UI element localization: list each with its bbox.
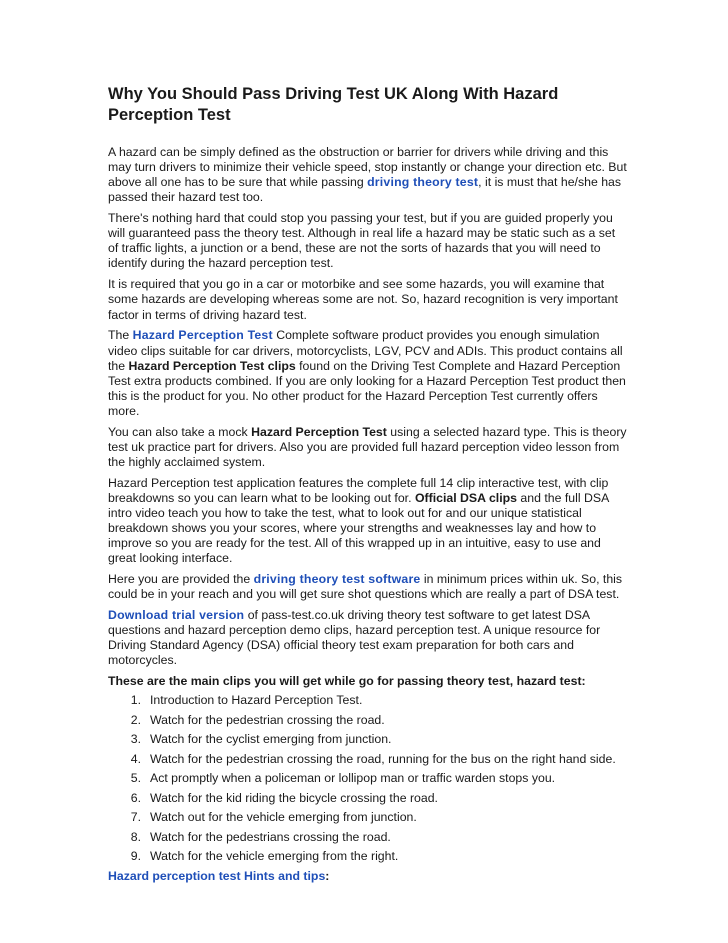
list-text: Watch for the pedestrian crossing the road. — [150, 712, 385, 727]
list-number: 2. — [130, 712, 141, 727]
list-text: Watch out for the vehicle emerging from junction. — [150, 810, 417, 825]
bold-text: Hazard Perception Test clips — [128, 358, 296, 373]
bold-text: Hazard Perception Test — [251, 424, 387, 439]
text: The — [108, 328, 133, 343]
text: in minimum prices within uk. So, this could be in your reach and you will get sure shot questions which are really a part of DSA test. — [108, 572, 623, 602]
list-item — [108, 693, 628, 708]
paragraph-2: There's nothing hard that could stop you passing your test, but if you are guided properly you will guaranteed pass the theory test. Although in real life a hazard may be static such as a set of traffic lights, a junction or a bend, these are not the sorts of hazards that you will need to identify during the hazard perception test. — [108, 211, 616, 271]
document-page — [108, 84, 628, 884]
list-number: 8. — [130, 829, 141, 844]
list-item — [108, 830, 628, 845]
text: You can also take a mock — [108, 424, 252, 439]
list-item — [108, 791, 628, 806]
text: of pass-test.co.uk driving theory test software to get latest DSA questions and hazard perception demo clips, hazard perception test. A unique resource for Driving Standard Agency (DSA) official theory test exam preparation for both cars and motorcycles. — [108, 608, 601, 668]
clips-list — [108, 693, 628, 864]
list-number: 1. — [130, 693, 141, 708]
driving-theory-test-software-link[interactable]: driving theory test software — [253, 572, 421, 587]
list-text: Act promptly when a policeman or lollipop man or traffic warden stops you. — [150, 771, 556, 786]
list-text: Introduction to Hazard Perception Test. — [150, 693, 363, 708]
paragraph-6 — [108, 476, 628, 567]
list-item — [108, 810, 628, 825]
paragraph-4 — [108, 328, 628, 419]
list-number: 5. — [130, 771, 141, 786]
list-item — [108, 732, 628, 747]
bold-text: Official DSA clips — [414, 490, 517, 505]
hazard-perception-test-link[interactable]: Hazard Perception Test — [132, 328, 273, 343]
list-number: 7. — [130, 810, 141, 825]
paragraph-8 — [108, 608, 628, 668]
text: Complete software product provides you enough simulation video clips suitable for car drivers, motorcyclists, LGV, PCV and ADIs. This product contains all the — [108, 328, 623, 373]
list-text: Watch for the cyclist emerging from junction. — [150, 732, 392, 747]
list-item — [108, 849, 628, 864]
list-item — [108, 752, 628, 767]
list-text: Watch for the pedestrians crossing the road. — [150, 829, 391, 844]
list-number: 6. — [130, 790, 141, 805]
page-title: Why You Should Pass Driving Test UK Along With Hazard Perception Test — [108, 85, 559, 124]
text: and the full DSA intro video teach you how to take the test, what to look out for and our unique statistical breakdown shows you your scores, where your strengths and weaknesses lay and how to improve so you are ready for the test. All of this wrapped up in an intuitive, easy to use and great looking interface. — [108, 490, 609, 566]
driving-theory-test-link[interactable]: driving theory test — [367, 175, 479, 190]
text: A hazard can be simply defined as the obstruction or barrier for drivers while driving and this may turn drivers to minimize their vehicle speed, stop instantly or change your direction etc. But above all one has to be sure that while passing — [108, 145, 627, 190]
text: , it is must that he/she has passed their hazard test too. — [108, 175, 622, 205]
paragraph-intro — [108, 145, 628, 205]
list-number: 4. — [130, 751, 141, 766]
list-number: 9. — [130, 849, 141, 864]
list-text: Watch for the kid riding the bicycle crossing the road. — [150, 790, 438, 805]
paragraph-3: It is required that you go in a car or motorbike and see some hazards, you will examine that some hazards are developing whereas some are not. So, hazard recognition is very important factor in terms of driving hazard test. — [108, 277, 618, 322]
list-number: 3. — [130, 732, 141, 747]
download-trial-version-link[interactable]: Download trial version — [108, 608, 245, 623]
text: Hazard Perception test application features the complete full 14 clip interactive test, with clip breakdowns so you can learn what to be looking out for. — [108, 475, 609, 505]
text: found on the Driving Test Complete and Hazard Perception Test extra products combined. If you are only looking for a Hazard Perception Test product then this is the product for you. No other product for the Hazard Perception Test currently offers more. — [108, 358, 626, 418]
paragraph-5 — [108, 425, 628, 470]
hints-suffix: : — [325, 868, 330, 883]
hints-and-tips-link[interactable]: Hazard perception test Hints and tips — [108, 868, 326, 883]
list-text: Watch for the vehicle emerging from the right. — [150, 849, 399, 864]
paragraph-7 — [108, 572, 628, 602]
hints-heading — [108, 869, 628, 884]
list-item — [108, 771, 628, 786]
list-text: Watch for the pedestrian crossing the road, running for the bus on the right hand side. — [150, 751, 616, 766]
text: using a selected hazard type. This is theory test uk practice part for drivers. Also you are provided full hazard perception video lesson from the highly acclaimed system. — [108, 424, 627, 469]
text: Here you are provided the — [108, 572, 254, 587]
list-item — [108, 713, 628, 728]
clips-heading: These are the main clips you will get while go for passing theory test, hazard test: — [108, 674, 586, 689]
